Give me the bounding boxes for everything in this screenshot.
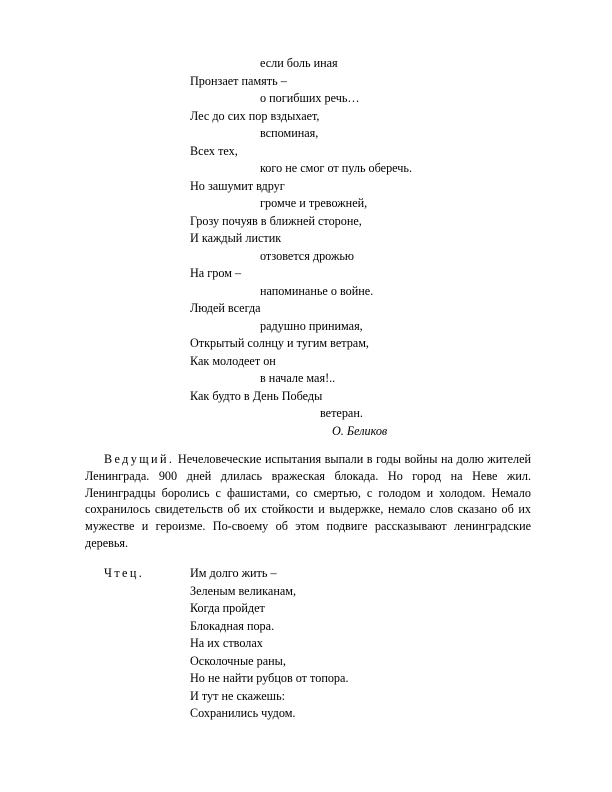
poem-line: Всех тех, (190, 143, 238, 158)
host-narration-paragraph (85, 451, 531, 552)
poem-line: ветеран. (320, 406, 363, 420)
poem-stanza-1 (190, 55, 450, 440)
speaker-label-host: Ведущий. (104, 452, 175, 466)
poem-line: Людей всегда (190, 301, 261, 315)
poem-line: вспоминая, (260, 126, 319, 140)
poem-line: Лес до сих пор вздыхает, (190, 108, 320, 123)
poem-line: напоминанье о войне. (260, 283, 374, 298)
poem-line: И каждый листик (190, 231, 282, 245)
poem-line: Открытый солнцу и тугим ветрам, (190, 336, 369, 350)
poem-line: Пронзает память – (190, 73, 287, 88)
poem-stanza-2 (190, 565, 450, 723)
poem-line: Сохранились чудом. (190, 706, 296, 720)
poem-line: И тут не скажешь: (190, 688, 286, 703)
poem-line: Как будто в День Победы (190, 388, 323, 403)
poem-author: О. Беликов (332, 423, 388, 438)
poem-line: громче и тревожней, (260, 196, 368, 210)
poem-line: Но не найти рубцов от топора. (190, 671, 349, 685)
poem-line: отзовется дрожью (260, 248, 355, 263)
poem-line: о погибших речь… (260, 91, 360, 105)
poem-line: Как молодеет он (190, 353, 276, 368)
poem-line: кого не смог от пуль оберечь. (260, 161, 413, 175)
poem-line: Грозу почуяв в ближней стороне, (190, 213, 362, 228)
poem-line: Им долго жить – (190, 566, 277, 580)
poem-line: На их стволах (190, 636, 263, 650)
poem-line: На гром – (190, 266, 242, 280)
speaker-label-reader: Чтец. (104, 566, 145, 580)
poem-line: Зеленым великанам, (190, 583, 297, 598)
poem-line: в начале мая!.. (260, 371, 336, 385)
poem-line: если боль иная (260, 56, 338, 70)
narration-text: Нечеловеческие испытания выпали в годы войны на долю жителей Ленинграда. 900 дней длилась вражеская блокада. Но город на Неве жил. Ленинградцы боролись с фашистами, со смертью, с голодом и холодом. Немало сохранилось свидетельств об их стойкости и выдержке, немало слов сказано об их мужестве и героизме. По-своему об этом подвиге рассказывают ленинградские деревья. (85, 452, 531, 550)
poem-line: Когда пройдет (190, 601, 265, 615)
poem-line: радушно принимая, (260, 318, 363, 333)
poem-line: Но зашумит вдруг (190, 178, 285, 193)
poem-line: Блокадная пора. (190, 618, 275, 633)
poem-line: Осколочные раны, (190, 653, 286, 668)
